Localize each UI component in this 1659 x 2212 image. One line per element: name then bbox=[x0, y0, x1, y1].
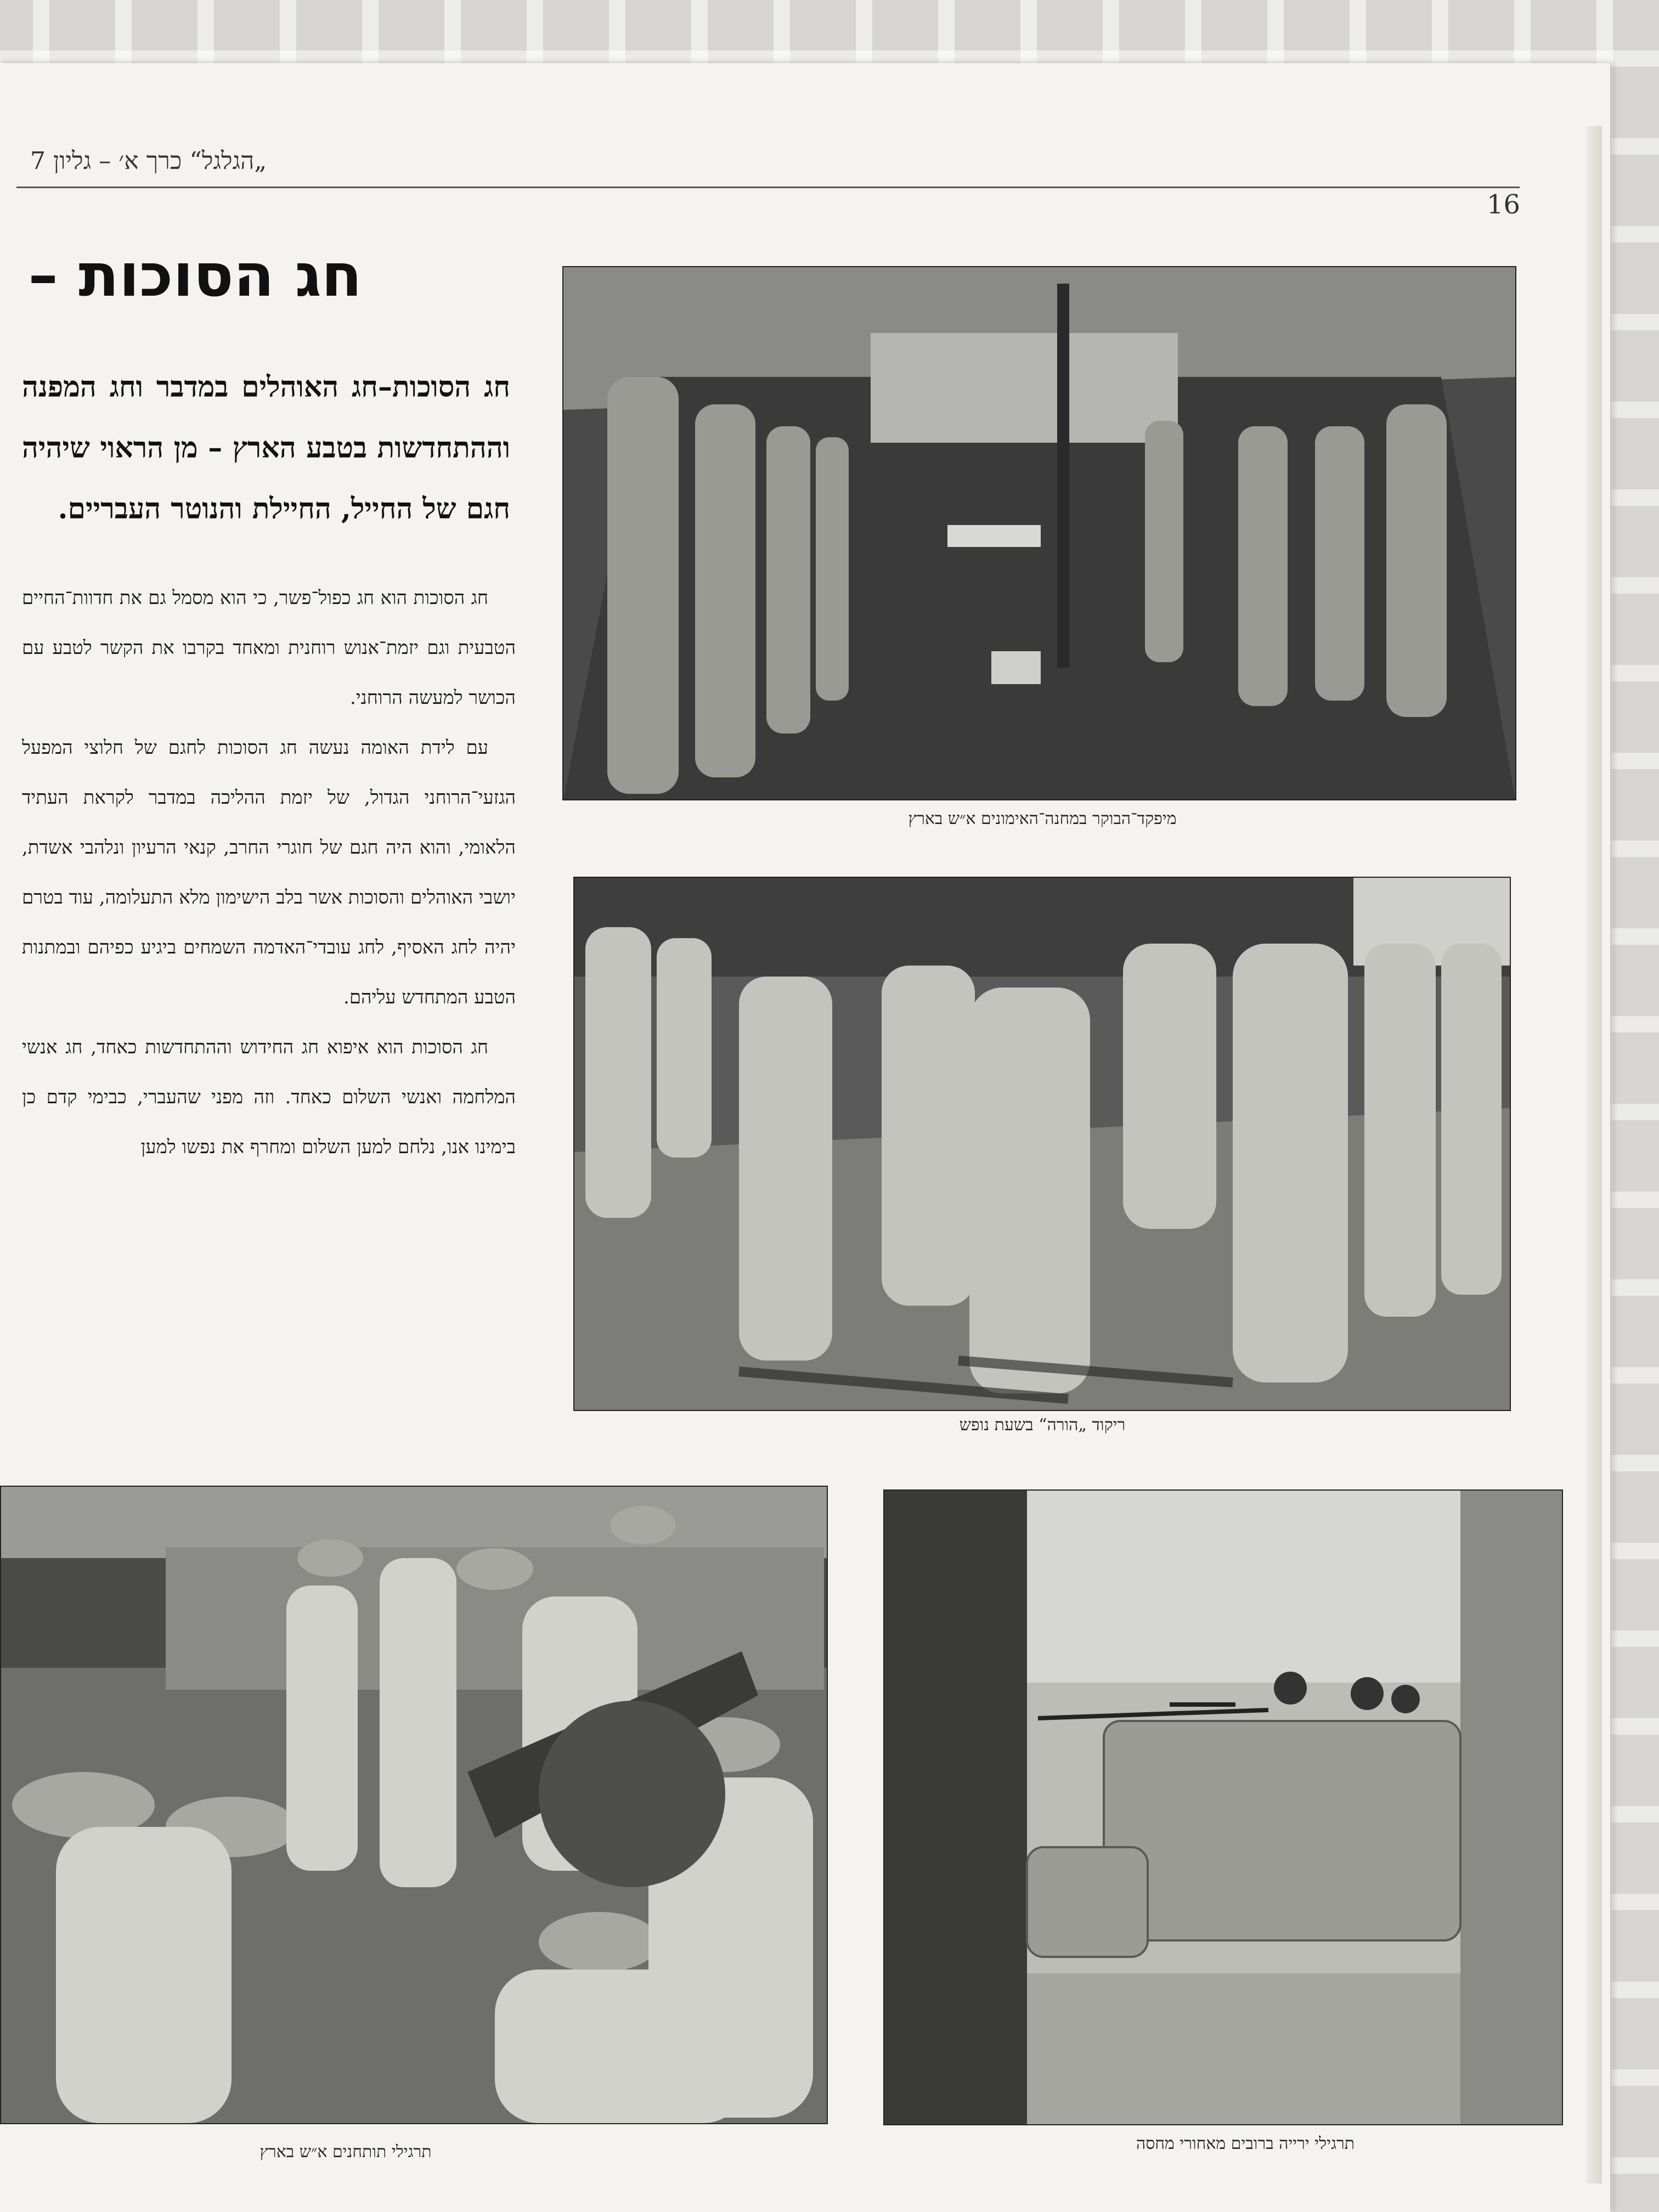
photo-rifle-drill bbox=[883, 1489, 1563, 2125]
photo-artillery-drill bbox=[0, 1486, 828, 2124]
article-title: חג הסוכות – bbox=[28, 241, 362, 310]
page-edge bbox=[1585, 126, 1602, 2183]
photo-morning-parade bbox=[562, 266, 1516, 800]
caption-artillery-drill: תרגילי תותחנים א״ש בארץ bbox=[259, 2142, 432, 2162]
article-lead: חג הסוכות–חג האוהלים במדבר וחג המפנה וההתחדשות בטבע הארץ – מן הראוי שיהיה חגם של החייל, החיילת והנוטר העבריים. bbox=[22, 370, 510, 526]
photo-hora-dance bbox=[573, 877, 1511, 1411]
paragraph-2: עם לידת האומה נעשה חג הסוכות לחגם של חלוצי המפעל הגזעי־הרוחני הגדול, של יזמת ההליכה במדבר לקראת העתיד הלאומי, והוא היה חגם של חוגרי החרב, קנאי הרעיון ונלהבי אשדת, יושבי האוהלים והסוכות אשר בלב הישימון מלא התעלומה, עוד בטרם יהיה לחג האסיף, לחג עובדי־האדמה השמחים ביגיע כפיהם ובמתנות הטבע המתחדש עליהם. bbox=[22, 737, 516, 1008]
paragraph-3: חג הסוכות הוא איפוא חג החידוש וההתחדשות כאחד, חג אנשי המלחמה ואנשי השלום כאחד. וזה מפני שהעברי, כבימי קדם כן בימינו אנו, נלחם למען השלום ומחרף את נפשו למען bbox=[22, 1036, 516, 1158]
caption-hora-dance: ריקוד „הורה“ בשעת נופש bbox=[959, 1415, 1126, 1435]
page-number: 16 bbox=[1487, 189, 1521, 220]
caption-rifle-drill: תרגילי ירייה ברובים מאחורי מחסה bbox=[1136, 2134, 1355, 2153]
issue-header: „הגלגל“ כרך א׳ – גליון 7 bbox=[30, 147, 267, 175]
article-body bbox=[22, 573, 516, 1172]
header-rule bbox=[16, 187, 1520, 188]
paragraph-1: חג הסוכות הוא חג כפול־פשר, כי הוא מסמל גם את חדוות־החיים הטבעית וגם יזמת־אנוש רוחנית ומאחד בקרבו את הקשר לטבע עם הכושר למעשה הרוחני. bbox=[22, 587, 516, 709]
caption-morning-parade: מיפקד־הבוקר במחנה־האימונים א״ש בארץ bbox=[908, 809, 1177, 828]
